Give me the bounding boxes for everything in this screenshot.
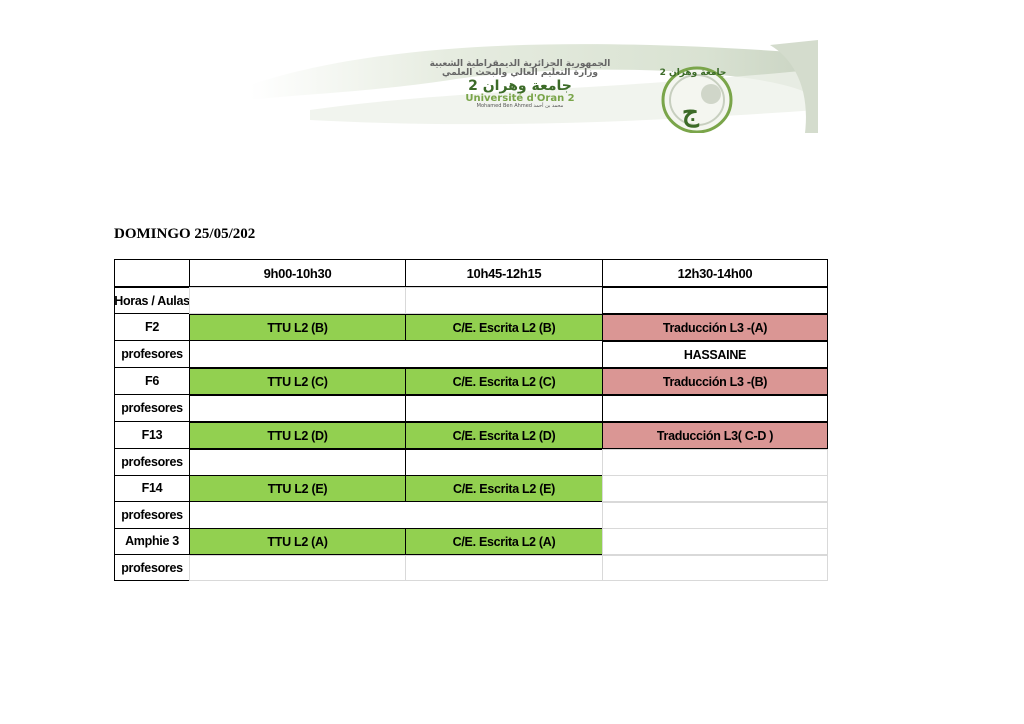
teachers-label: profesores [114, 555, 190, 581]
exam-slot: Traducción L3 -(B) [602, 368, 828, 395]
teachers-label: profesores [114, 395, 190, 422]
university-banner [250, 40, 818, 133]
empty-slot [602, 528, 828, 555]
teachers-cell [189, 555, 406, 581]
empty-cell [602, 287, 828, 314]
empty-slot [602, 475, 828, 502]
exam-slot: TTU L2 (D) [189, 422, 406, 449]
exam-slot: C/E. Escrita L2 (D) [405, 422, 603, 449]
corner-label: Horas / Aulas [114, 287, 190, 314]
empty-cell [189, 287, 406, 314]
exam-slot: TTU L2 (A) [189, 528, 406, 555]
logo-letter-mark: ج [682, 98, 699, 128]
exam-slot: TTU L2 (B) [189, 314, 406, 341]
teachers-cell [602, 555, 828, 581]
room-label: Amphie 3 [114, 528, 190, 555]
university-name-block [425, 60, 615, 109]
schedule-date-title: DOMINGO 25/05/202 [114, 226, 256, 242]
arabic-republic-line: الجمهورية الجزائرية الديمقراطية الشعبية [429, 59, 611, 69]
time-slot-header: 12h30-14h00 [602, 259, 828, 287]
teachers-cell [405, 395, 603, 422]
room-label: F6 [114, 368, 190, 395]
time-slot-header: 10h45-12h15 [405, 259, 603, 287]
time-slot-header: 9h00-10h30 [189, 259, 406, 287]
teachers-cell [189, 449, 406, 476]
room-label: F2 [114, 314, 190, 341]
arabic-university-line: جامعة وهران 2 [468, 77, 572, 94]
teachers-label: profesores [114, 341, 190, 368]
french-university-line: Université d'Oran 2 [465, 92, 575, 104]
teachers-label: profesores [114, 449, 190, 476]
exam-slot: C/E. Escrita L2 (A) [405, 528, 603, 555]
teachers-cell: HASSAINE [602, 341, 828, 368]
empty-cell [405, 287, 603, 314]
arabic-ministry-line: وزارة التعليم العالي والبحث العلمي [441, 68, 599, 79]
exam-slot: Traducción L3( C-D ) [602, 422, 828, 449]
corner-header-cell [114, 259, 190, 287]
teachers-cell [189, 395, 406, 422]
teachers-cell [405, 555, 603, 581]
exam-slot: C/E. Escrita L2 (B) [405, 314, 603, 341]
teachers-cell [602, 395, 828, 422]
exam-slot: C/E. Escrita L2 (E) [405, 475, 603, 502]
exam-slot: C/E. Escrita L2 (C) [405, 368, 603, 395]
teachers-cell [602, 502, 828, 529]
teachers-label: profesores [114, 502, 190, 529]
university-founder-line: Mohamed Ben Ahmed محمد بن أحمد [476, 103, 564, 110]
exam-slot: TTU L2 (E) [189, 475, 406, 502]
teachers-cell [602, 449, 828, 476]
room-label: F13 [114, 422, 190, 449]
room-label: F14 [114, 475, 190, 502]
teachers-cell [189, 341, 602, 368]
teachers-cell [189, 502, 602, 529]
exam-slot: TTU L2 (C) [189, 368, 406, 395]
teachers-cell [405, 449, 603, 476]
logo-arabic-text: جامعة وهران 2 [659, 68, 727, 78]
exam-slot: Traducción L3 -(A) [602, 314, 828, 341]
